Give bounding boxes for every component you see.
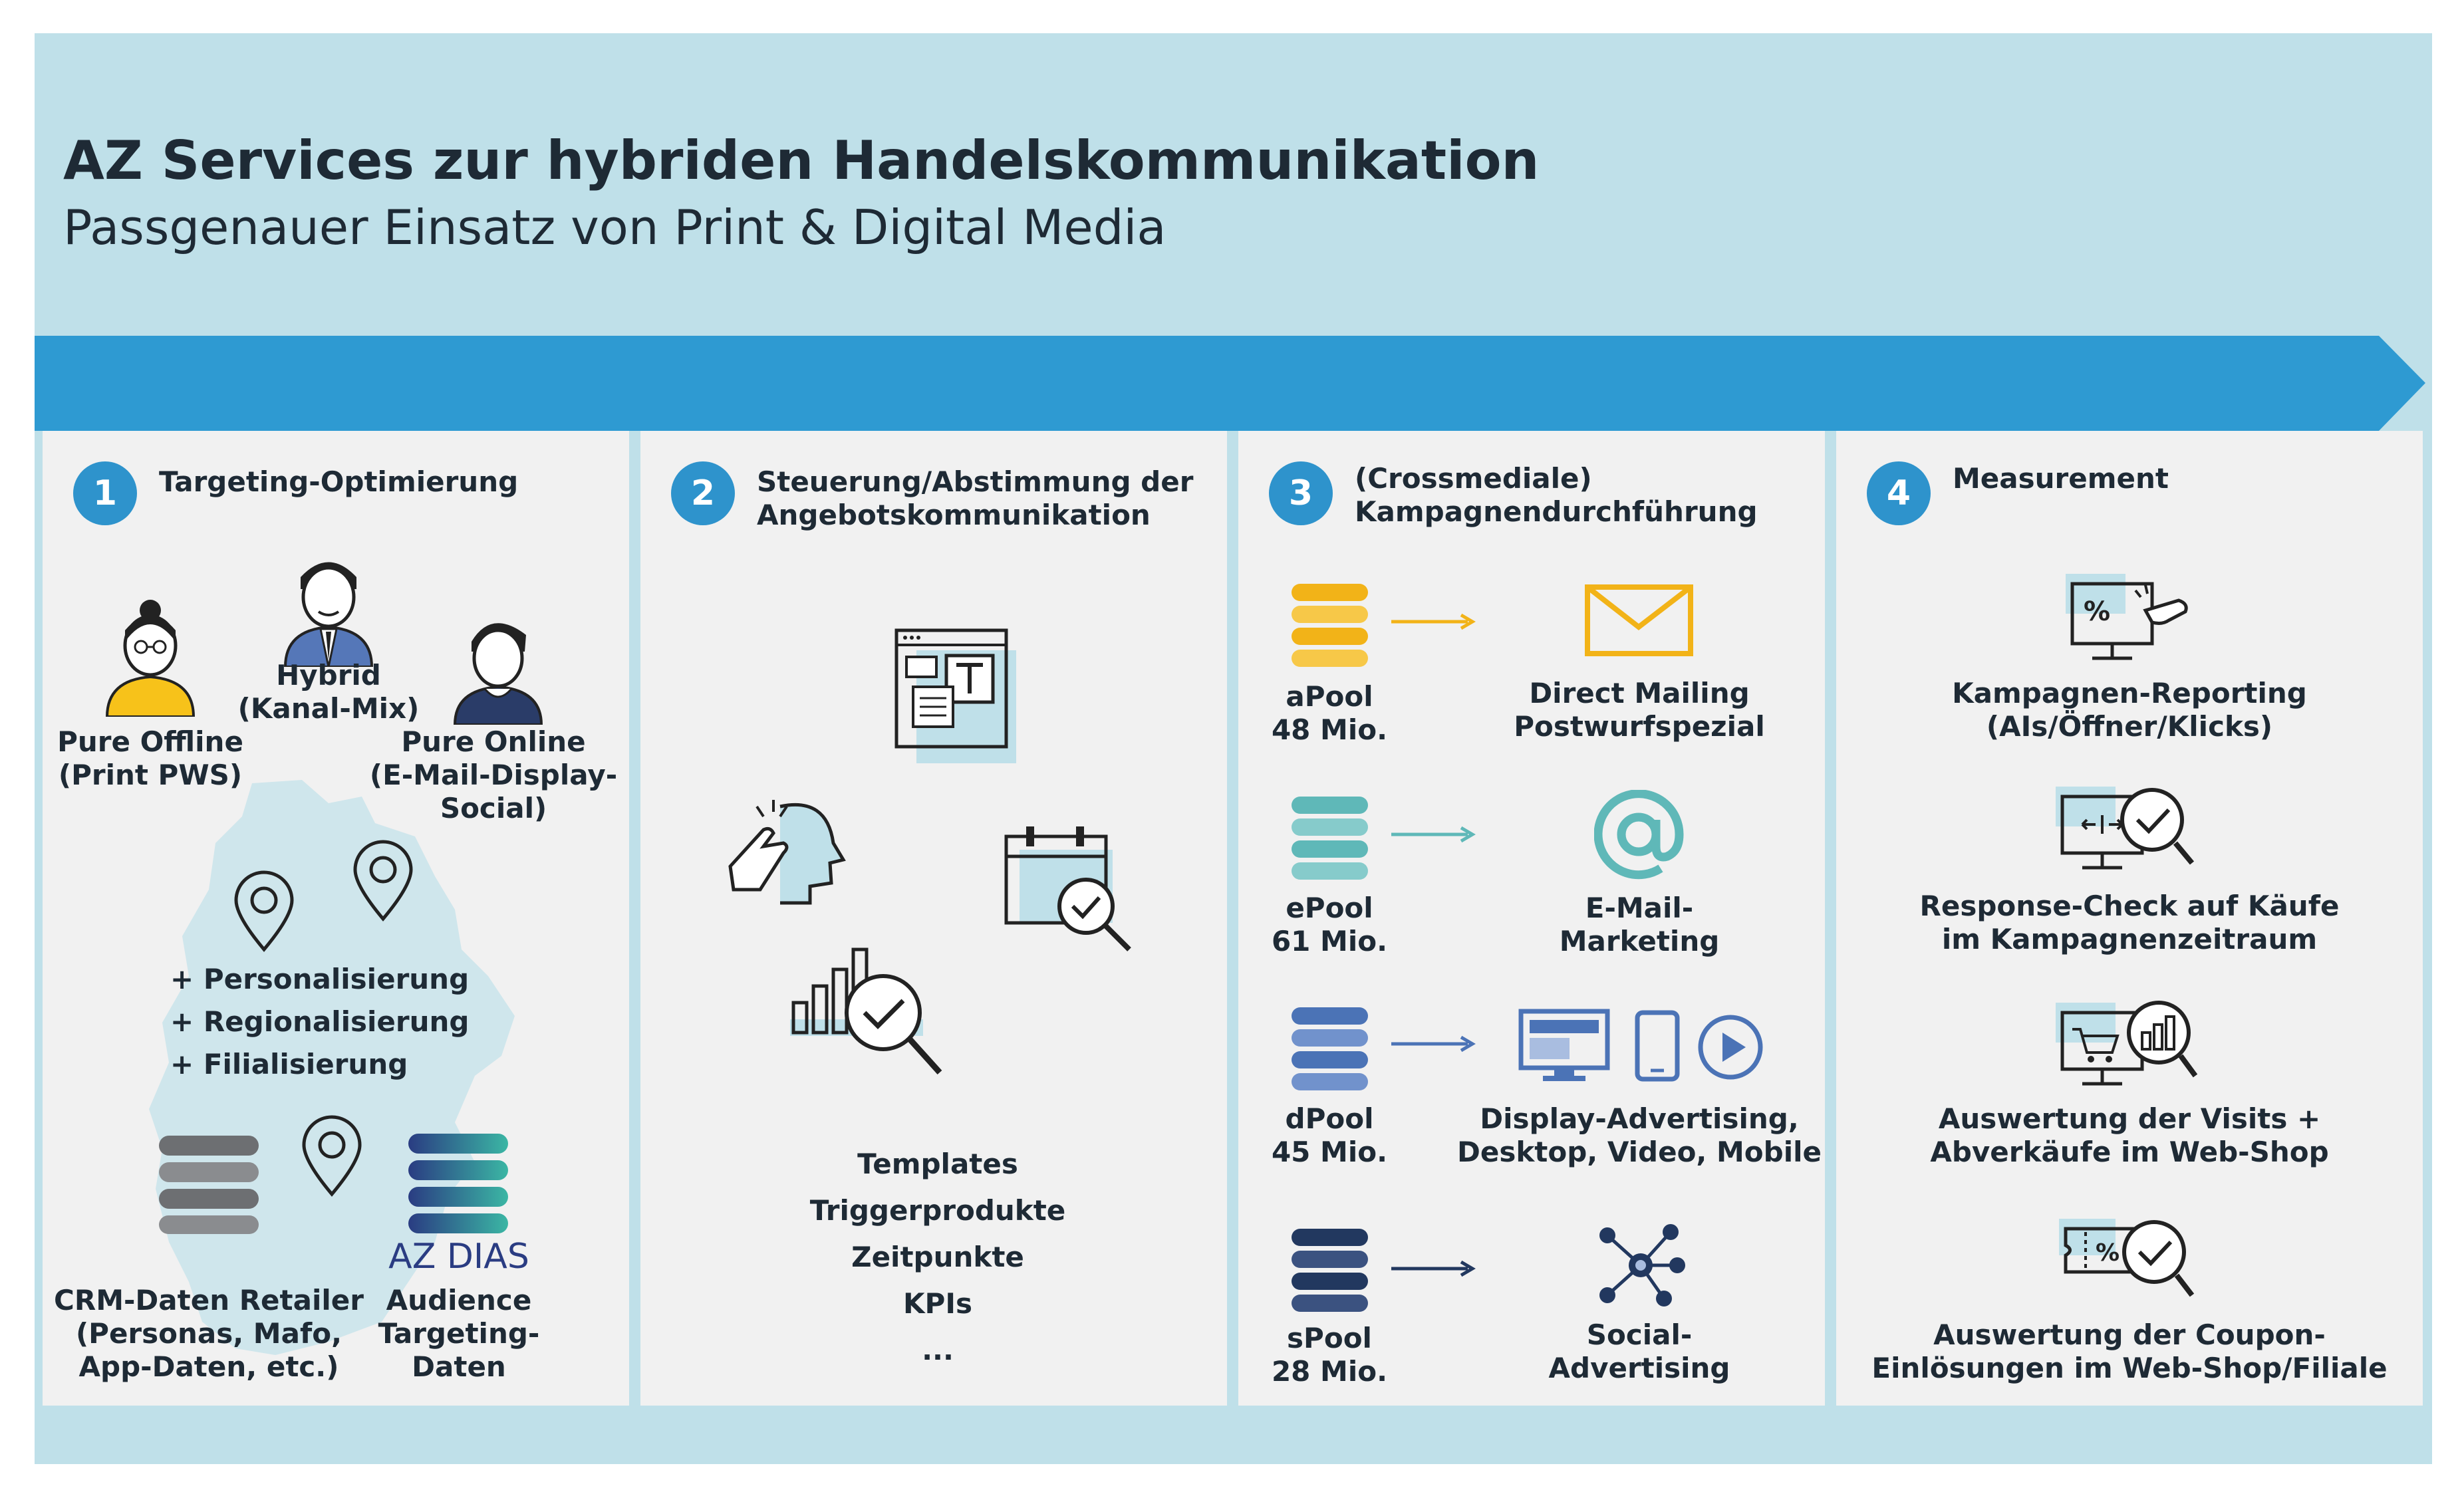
channel-line1: Direct Mailing xyxy=(1529,677,1750,709)
crm-label-line3: App-Daten, etc.) xyxy=(78,1350,339,1383)
measure-line2: (AIs/Öffner/Klicks) xyxy=(1986,710,2273,743)
dias-label-line2: Targeting- xyxy=(378,1317,540,1350)
envelope-icon xyxy=(1584,584,1694,657)
video-play-icon xyxy=(1696,1013,1766,1082)
pool-size: 48 Mio. xyxy=(1271,713,1388,746)
feature-regionalisierung: + Regionalisierung xyxy=(170,1005,470,1038)
channel-line2: Advertising xyxy=(1548,1352,1730,1384)
database-dpool-icon xyxy=(1288,1004,1371,1094)
panel-kampagnen xyxy=(1238,431,1825,1406)
panel-heading: Measurement xyxy=(1953,462,2169,495)
database-apool-icon xyxy=(1288,580,1371,670)
pool-name: ePool xyxy=(1286,892,1373,924)
pool-name: dPool xyxy=(1285,1102,1374,1135)
channel-line1: Social- xyxy=(1586,1318,1693,1351)
location-pin-icon xyxy=(350,839,416,922)
pool-size: 28 Mio. xyxy=(1271,1355,1388,1388)
measure-line1: Auswertung der Visits + xyxy=(1938,1102,2321,1135)
panel-targeting xyxy=(43,431,629,1406)
touch-head-icon xyxy=(717,780,850,906)
persona-online-line1: Pure Online xyxy=(401,725,586,758)
database-spool-icon xyxy=(1288,1225,1371,1315)
process-arrow xyxy=(35,336,2425,431)
at-sign-icon xyxy=(1594,790,1684,880)
channel-line1: Display-Advertising, xyxy=(1480,1102,1799,1135)
webshop-visits-icon xyxy=(2052,999,2199,1096)
mobile-phone-icon xyxy=(1634,1009,1681,1082)
step-badge-4: 4 xyxy=(1867,461,1931,525)
template-document-icon xyxy=(893,624,1026,767)
panel-heading-line2: Kampagnendurchführung xyxy=(1355,495,1758,528)
reporting-monitor-icon xyxy=(2062,570,2195,667)
measure-line2: im Kampagnenzeitraum xyxy=(1941,923,2318,955)
dias-label-line1: Audience xyxy=(386,1284,532,1316)
step-badge-1: 1 xyxy=(73,461,137,525)
measure-line1: Auswertung der Coupon- xyxy=(1933,1318,2326,1351)
persona-offline-line2: (Print PWS) xyxy=(58,759,243,791)
measure-line2: Einlösungen im Web-Shop/Filiale xyxy=(1871,1352,2388,1384)
arrow-right-icon xyxy=(1391,1034,1478,1054)
item-templates: Templates xyxy=(857,1148,1018,1180)
response-check-icon xyxy=(2052,783,2195,880)
feature-personalisierung: + Personalisierung xyxy=(170,963,470,995)
dias-label-line3: Daten xyxy=(412,1350,506,1383)
crm-label-line1: CRM-Daten Retailer xyxy=(54,1284,364,1316)
channel-line2: Desktop, Video, Mobile xyxy=(1457,1136,1822,1168)
panel-heading-line1: Steuerung/Abstimmung der xyxy=(757,465,1194,498)
persona-online-line3: Social) xyxy=(440,792,547,824)
step-badge-3: 3 xyxy=(1269,461,1333,525)
persona-hybrid-line1: Hybrid xyxy=(276,659,381,691)
persona-offline-line1: Pure Offline xyxy=(57,725,243,758)
item-kpis: KPIs xyxy=(903,1287,972,1320)
database-grey-icon xyxy=(156,1126,262,1235)
feature-filialisierung: + Filialisierung xyxy=(170,1048,408,1080)
desktop-icon xyxy=(1518,1008,1611,1084)
az-dias-logo: AZ DIAS xyxy=(388,1237,529,1277)
persona-online-line2: (E-Mail-Display- xyxy=(369,759,618,791)
person-online-icon xyxy=(452,612,545,725)
channel-line1: E-Mail- xyxy=(1585,892,1694,924)
channel-line2: Postwurfspezial xyxy=(1514,710,1765,743)
pool-name: sPool xyxy=(1287,1322,1372,1354)
item-more: ... xyxy=(922,1334,954,1366)
panel-heading-line1: (Crossmediale) xyxy=(1355,462,1592,495)
arrow-right-icon xyxy=(1391,612,1478,632)
channel-line2: Marketing xyxy=(1559,925,1720,957)
database-epool-icon xyxy=(1288,793,1371,883)
panel-heading-line2: Angebotskommunikation xyxy=(757,499,1151,531)
location-pin-icon xyxy=(299,1114,365,1197)
coupon-check-icon xyxy=(2056,1215,2195,1309)
panel-heading: Targeting-Optimierung xyxy=(159,465,519,498)
crm-label-line2: (Personas, Mafo, xyxy=(75,1317,342,1350)
page-title: AZ Services zur hybriden Handelskommunikation xyxy=(63,130,1540,191)
analytics-check-icon xyxy=(783,939,950,1079)
item-zeitpunkte: Zeitpunkte xyxy=(851,1241,1024,1273)
person-hybrid-icon xyxy=(282,551,375,667)
pool-size: 45 Mio. xyxy=(1271,1136,1388,1168)
calendar-check-icon xyxy=(1003,823,1136,956)
measure-line1: Response-Check auf Käufe xyxy=(1919,890,2340,922)
pool-size: 61 Mio. xyxy=(1271,925,1388,957)
database-dias-icon xyxy=(405,1124,511,1237)
step-badge-2: 2 xyxy=(671,461,735,525)
svg-text:%: % xyxy=(2084,596,2111,627)
arrow-right-icon xyxy=(1391,824,1478,844)
panel-steuerung xyxy=(640,431,1227,1406)
measure-line1: Kampagnen-Reporting xyxy=(1952,677,2307,709)
svg-text:%: % xyxy=(2096,1239,2120,1267)
person-offline-icon xyxy=(104,594,197,717)
pool-name: aPool xyxy=(1286,680,1373,713)
measure-line2: Abverkäufe im Web-Shop xyxy=(1930,1136,2329,1168)
panel-measurement xyxy=(1836,431,2423,1406)
persona-hybrid-line2: (Kanal-Mix) xyxy=(237,692,420,725)
item-triggerprodukte: Triggerprodukte xyxy=(809,1194,1066,1227)
social-network-icon xyxy=(1594,1222,1687,1309)
page-subtitle: Passgenauer Einsatz von Print & Digital Media xyxy=(63,199,1166,255)
arrow-right-icon xyxy=(1391,1259,1478,1279)
location-pin-icon xyxy=(231,870,297,953)
